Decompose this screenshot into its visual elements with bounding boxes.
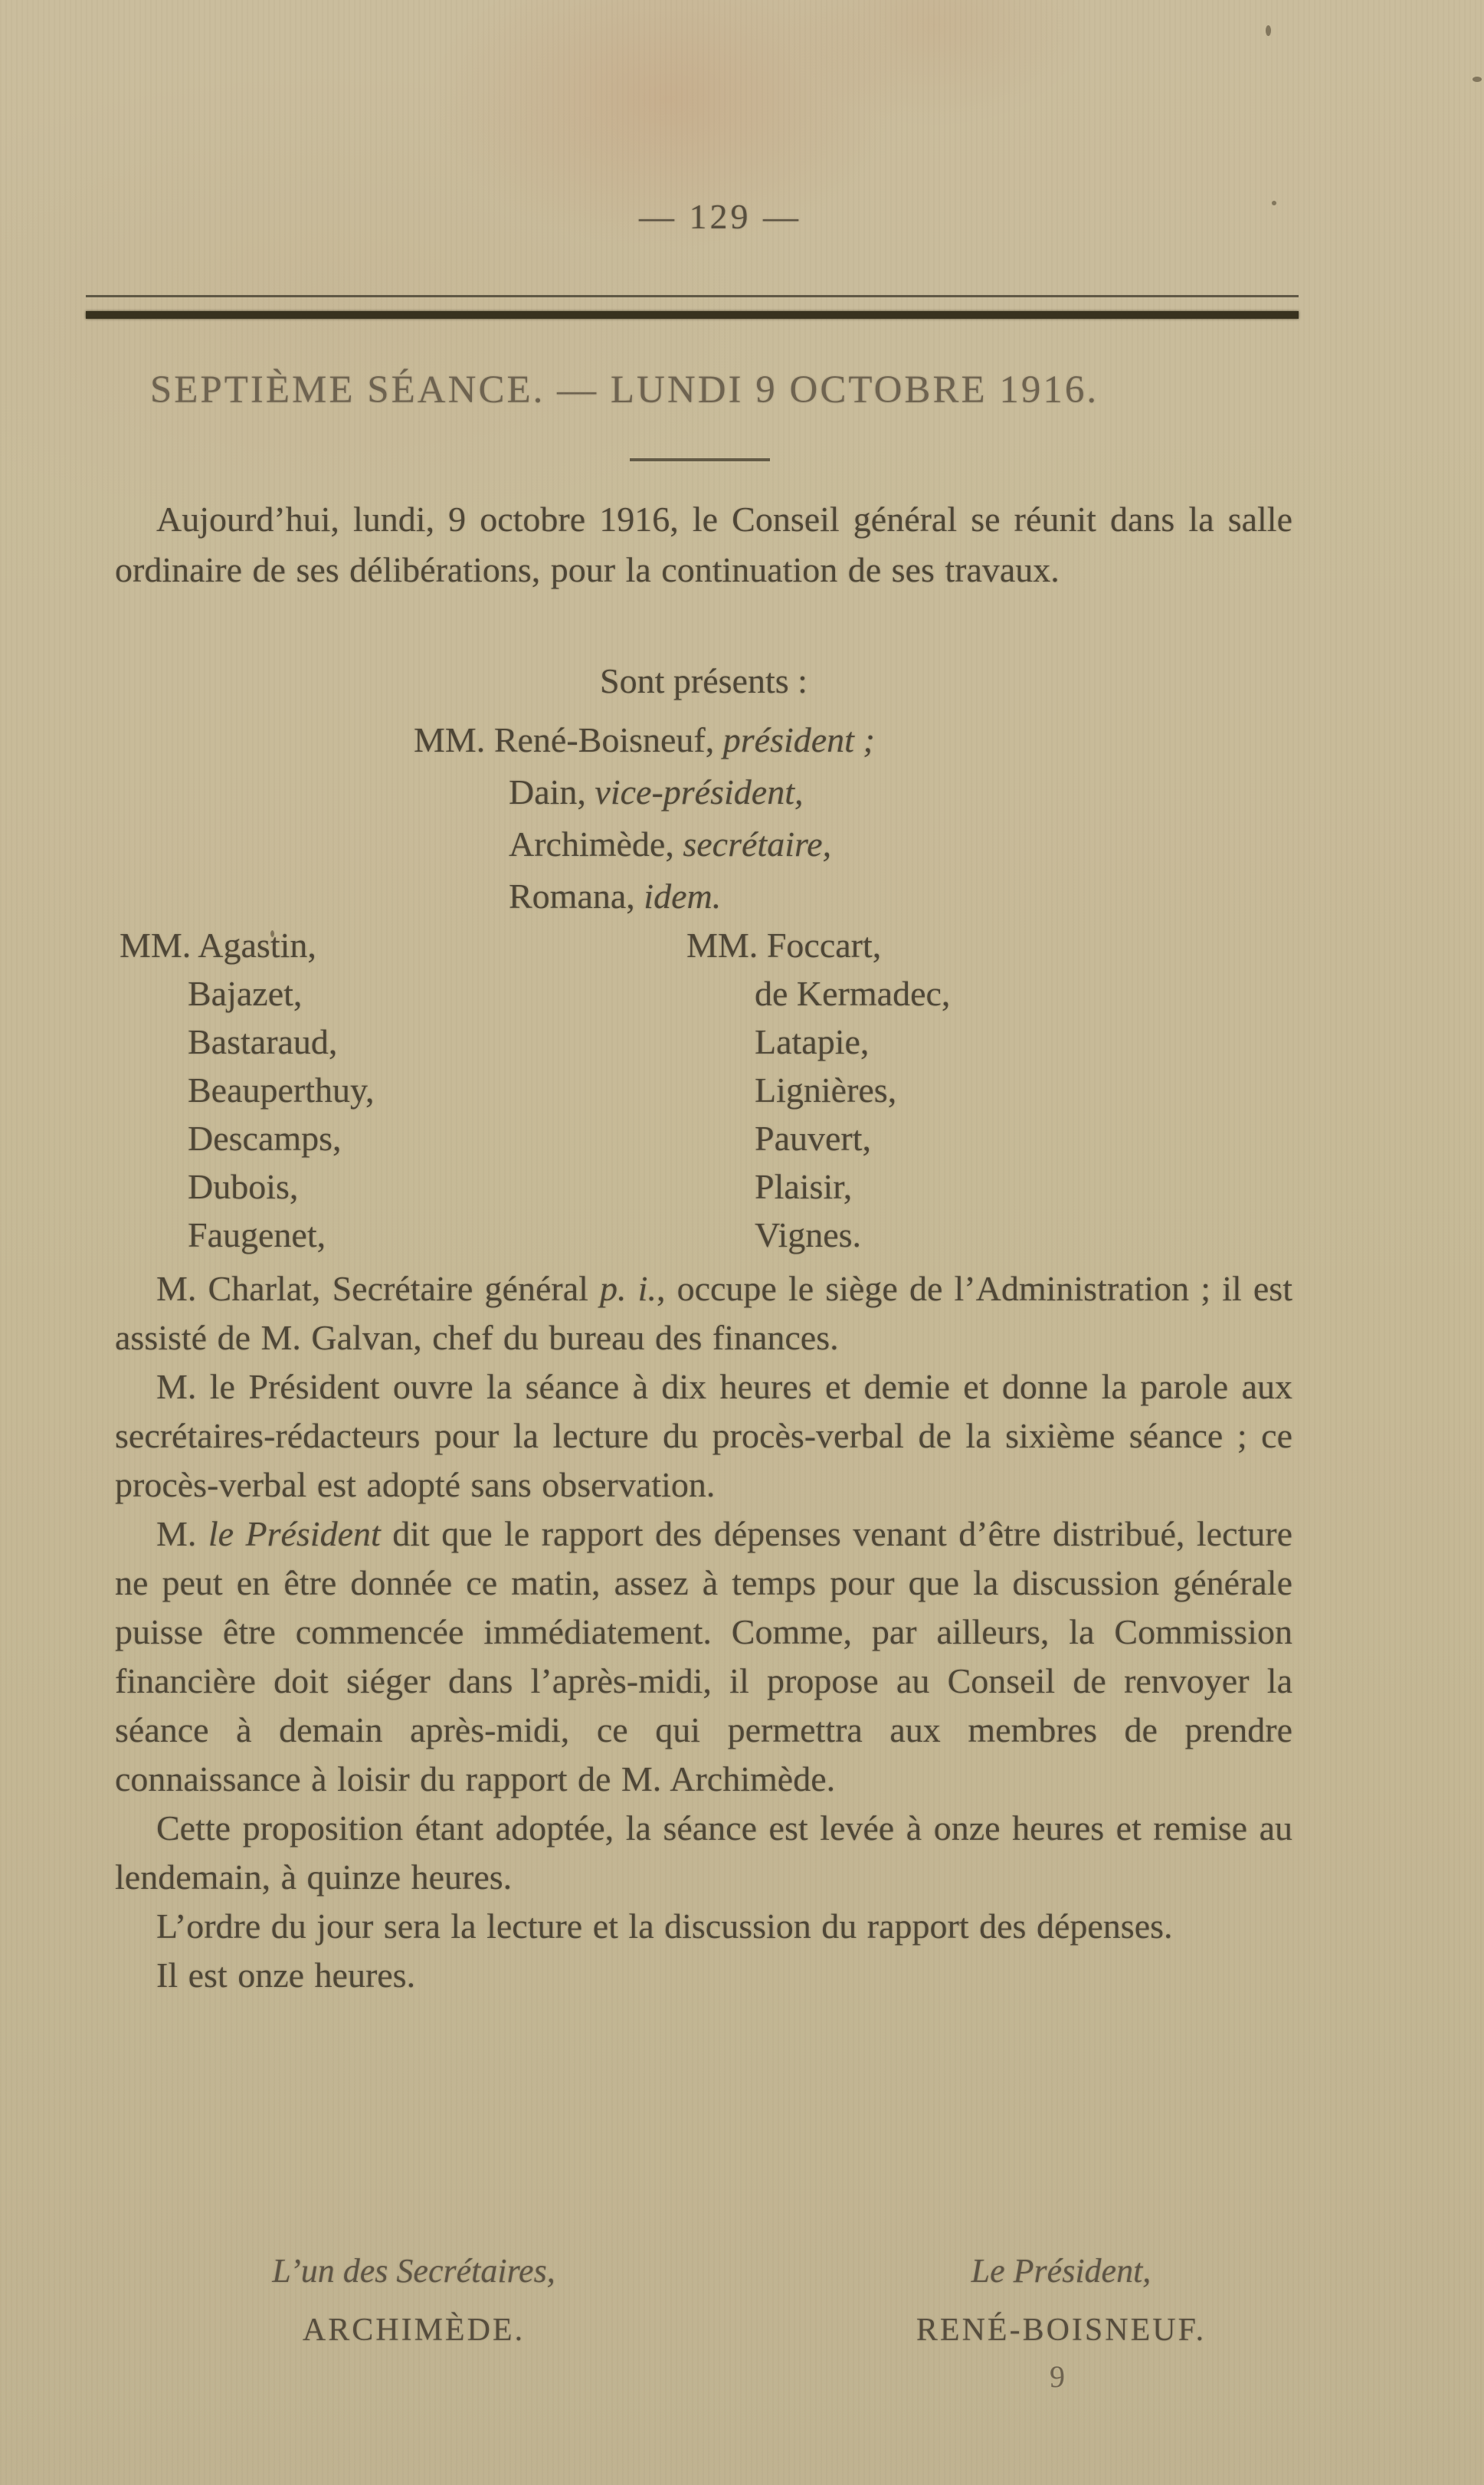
paper-speck [1266,25,1271,36]
member-name: de Kermadec, [755,974,951,1013]
charlat-abbrev: p. i. [600,1269,657,1308]
member-name: Plaisir, [755,1167,853,1206]
signature-right-title: Le Président, [971,2252,1151,2290]
header-rule-thin [86,295,1299,297]
officer-role: vice-président, [595,772,804,811]
officer-row [509,766,875,818]
title-divider [630,458,770,461]
member-name: Bastaraud, [188,1022,338,1061]
officer-role: président ; [722,720,875,759]
officer-row [414,714,875,766]
intro-text: Aujourd’hui, lundi, 9 octobre 1916, le Conseil général se réunit dans la salle ordinaire de ses délibérations, pour la continuation de ses travaux. [115,500,1292,589]
signature-left-name: ARCHIMÈDE. [302,2313,526,2348]
officer-name: Dain, [509,772,586,811]
paragraph-renvoi [115,1510,1292,1804]
renvoi-speaker: le Président [208,1514,381,1553]
paragraph-ordre-du-jour: L’ordre du jour sera la lecture et la discussion du rapport des dépenses. [156,1906,1173,1946]
members-prefix: MM. [120,926,192,965]
session-title: SEPTIÈME SÉANCE. — LUNDI 9 OCTOBRE 1916. [149,369,1099,411]
header-rule-thick [86,311,1299,319]
renvoi-text: dit que le rapport des dépenses venant d’être distribué, lecture ne peut en être donnée ce matin, assez à temps pour que la discussion générale puisse être commencée immédiatement. Comme, par ailleurs, la Commission financière doit siéger dans l’après-midi, il propose au Conseil de renvoyer la séance à demain après-midi, ce qui permettra aux membres de prendre connaissance à loisir du rapport de M. Archimède. [115,1514,1292,1798]
paragraph-charlat [115,1264,1292,1362]
member-name: Descamps, [188,1119,342,1158]
members-prefix: MM. [686,926,758,965]
members-column-left [120,921,375,1259]
member-name: Lignières, [755,1070,897,1110]
member-name: Foccart, [766,926,882,965]
signature-right [839,2251,1283,2349]
officer-role: idem. [644,877,722,916]
renvoi-text: M. [156,1514,208,1553]
body-text [115,1264,1292,2000]
officer-name: Archimède, [509,825,674,864]
paragraph-cloture: Cette proposition étant adoptée, la séance est levée à onze heures et remise au lendemain, à quinze heures. [115,1808,1292,1897]
presence-heading: Sont présents : [600,661,808,700]
paper-speck [1473,77,1482,82]
paragraph-heure: Il est onze heures. [156,1956,416,1995]
member-name: Vignes. [755,1215,862,1254]
members-column-right [686,921,950,1259]
member-name: Agastin, [198,926,316,965]
officer-name: Romana, [509,877,635,916]
officers-list [414,714,875,923]
signature-left-title: L’un des Secrétaires, [272,2252,555,2290]
signature-left [192,2251,636,2349]
signature-right-name: RENÉ-BOISNEUF. [916,2313,1207,2348]
officer-role: secrétaire, [683,825,832,864]
member-name: Latapie, [755,1022,870,1061]
member-name: Faugenet, [188,1215,326,1254]
officer-row [509,818,875,870]
charlat-text: M. Charlat, Secrétaire général [156,1269,601,1308]
member-name: Bajazet, [188,974,303,1013]
member-row [686,921,950,969]
officer-row [509,870,875,923]
intro-paragraph [115,494,1292,595]
page-number: — 129 — [639,197,801,236]
officers-prefix: MM. [414,720,486,759]
member-row [120,921,375,969]
printer-signature-mark: 9 [1050,2359,1065,2394]
charlat-text: , occupe le siège de l’Administration ; il est assisté de M. Galvan, chef du bureau des finances. [115,1269,1292,1357]
officer-name: René-Boisneuf, [493,720,715,759]
member-name: Beauperthuy, [188,1070,375,1110]
paragraph-ouverture: M. le Président ouvre la séance à dix heures et demie et donne la parole aux secrétaires-rédacteurs pour la lecture du procès-verbal de la sixième séance ; ce procès-verbal est adopté sans observation. [115,1367,1292,1504]
member-name: Pauvert, [755,1119,872,1158]
member-name: Dubois, [188,1167,299,1206]
